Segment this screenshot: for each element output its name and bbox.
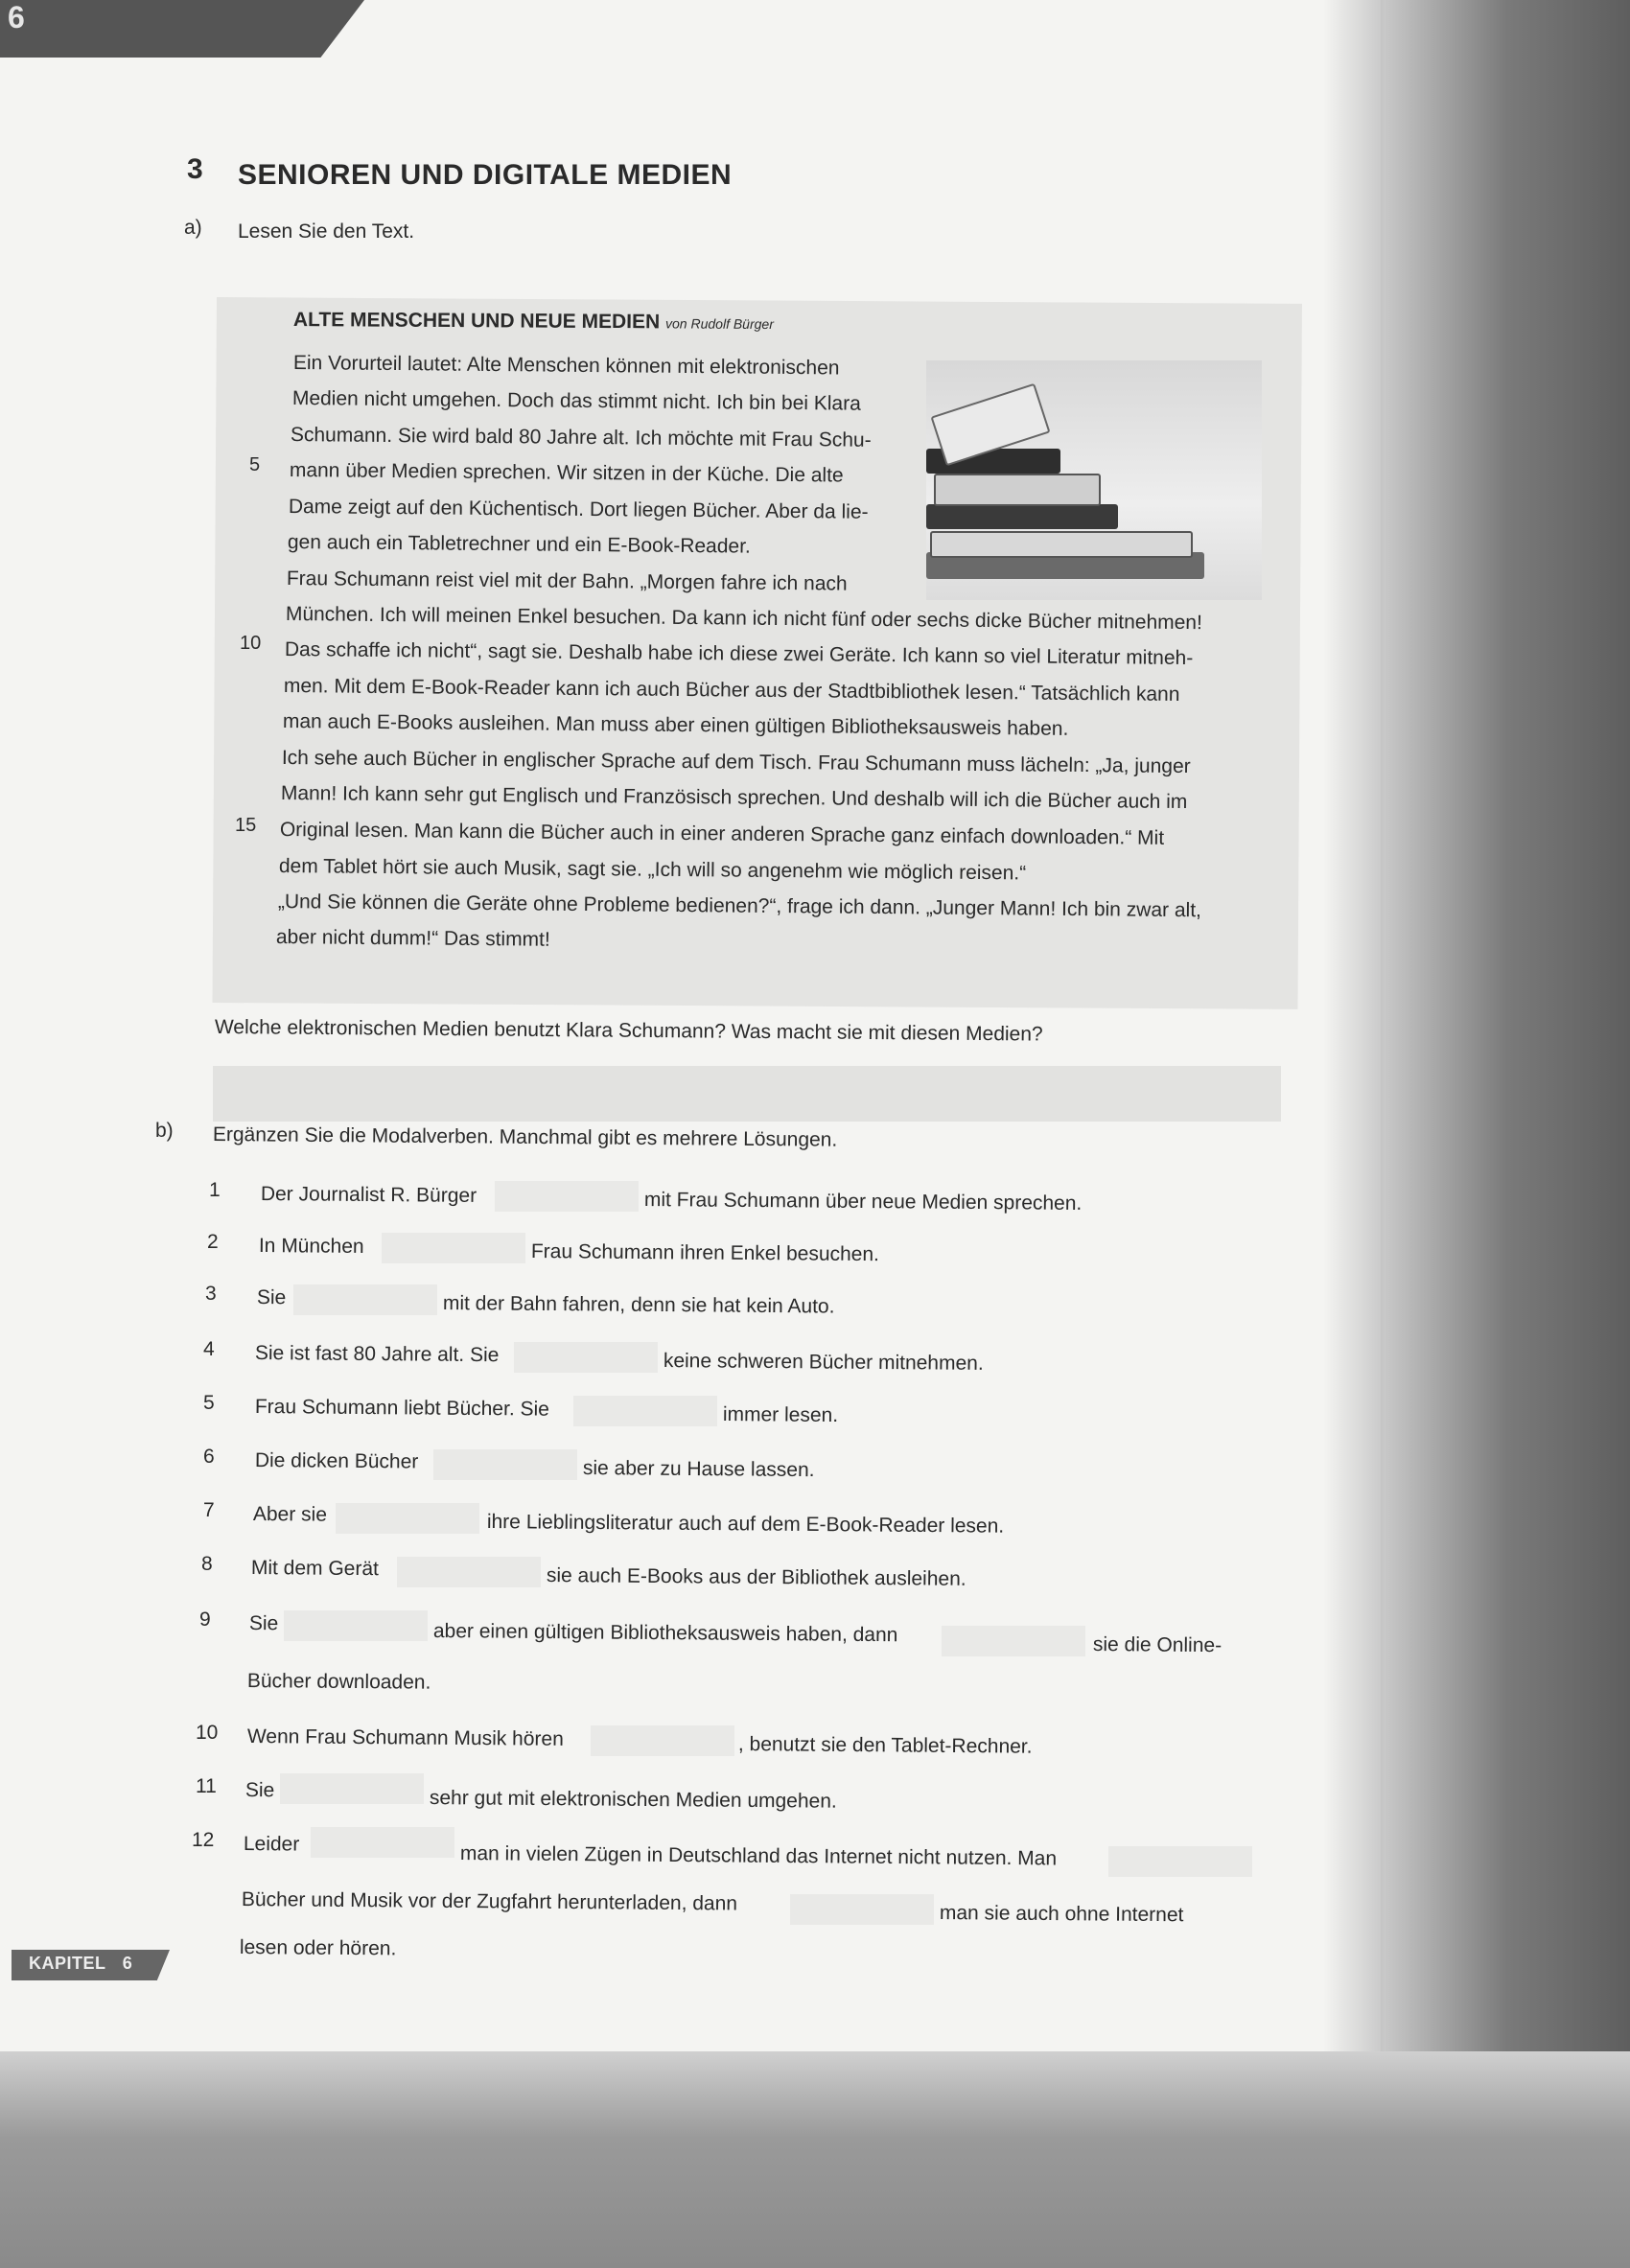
chapter-label-text: KAPITEL <box>29 1954 106 1973</box>
article-line: Original lesen. Man kann die Bücher auch in einer anderen Sprache ganz einfach downloaden.“ Mit <box>279 819 1165 849</box>
exercise-text: Bücher und Musik vor der Zugfahrt herunterladen, dann <box>241 1888 738 1915</box>
exercise-text: Aber sie <box>252 1503 328 1526</box>
article-line: man auch E-Books ausleihen. Man muss aber einen gültigen Bibliotheksausweis haben. <box>282 710 1069 740</box>
chapter-label <box>29 1954 132 1974</box>
fill-gap[interactable] <box>942 1626 1085 1656</box>
exercise-text: sie auch E-Books aus der Bibliothek ausleihen. <box>546 1564 966 1590</box>
article-line: Das schaffe ich nicht“, sagt sie. Deshalb habe ich diese zwei Geräte. Ich kann so viel Literatur mitneh- <box>284 638 1194 670</box>
exercise-text: Leider <box>243 1833 300 1856</box>
exercise-text: aber einen gültigen Bibliotheksausweis haben, dann <box>432 1620 898 1647</box>
fill-gap[interactable] <box>1108 1846 1252 1877</box>
task-b-letter: b) <box>155 1120 174 1142</box>
page-corner-tab <box>0 0 364 58</box>
fill-gap[interactable] <box>382 1233 525 1263</box>
article-line: gen auch ein Tabletrechner und ein E-Book-Reader. <box>287 531 751 558</box>
article-title <box>293 309 774 335</box>
article-line: Dame zeigt auf den Küchentisch. Dort liegen Bücher. Aber da lie- <box>288 496 869 523</box>
article-title-text: ALTE MENSCHEN UND NEUE MEDIEN <box>292 309 661 334</box>
exercise-text: Sie <box>244 1779 275 1802</box>
article-line: „Und Sie können die Geräte ohne Probleme bedienen?“, frage ich dann. „Junger Mann! Ich bin zwar alt, <box>277 891 1202 922</box>
exercise-number: 6 <box>203 1446 215 1468</box>
fill-gap[interactable] <box>280 1773 424 1804</box>
line-number: 15 <box>235 815 257 836</box>
exercise-number: 8 <box>201 1553 213 1575</box>
article-line: Medien nicht umgehen. Doch das stimmt nicht. Ich bin bei Klara <box>291 387 861 415</box>
exercise-text: immer lesen. <box>722 1403 839 1427</box>
exercise-text: man sie auch ohne Internet <box>939 1902 1184 1927</box>
exercise-number: 10 <box>196 1722 219 1744</box>
article-line: Schumann. Sie wird bald 80 Jahre alt. Ich möchte mit Frau Schu- <box>290 424 872 451</box>
exercise-number: 5 <box>203 1392 215 1414</box>
exercise-text: mit der Bahn fahren, denn sie hat kein Auto. <box>442 1292 835 1318</box>
fill-gap[interactable] <box>311 1827 454 1858</box>
task-b-instruction: Ergänzen Sie die Modalverben. Manchmal gibt es mehrere Lösungen. <box>212 1123 838 1151</box>
exercise-text: Wenn Frau Schumann Musik hören <box>246 1725 564 1750</box>
article-author: von Rudolf Bürger <box>665 315 774 333</box>
article-line: München. Ich will meinen Enkel besuchen. Da kann ich nicht fünf oder sechs dicke Bücher mitnehmen! <box>285 603 1202 635</box>
section-number: 3 <box>187 153 203 185</box>
fill-gap[interactable] <box>790 1894 934 1925</box>
books-photo <box>926 360 1262 600</box>
exercise-text: Sie <box>248 1612 279 1635</box>
scan-shadow-right <box>1323 0 1630 2268</box>
exercise-text: Der Journalist R. Bürger <box>260 1183 477 1207</box>
fill-gap[interactable] <box>433 1449 577 1480</box>
article-line: men. Mit dem E-Book-Reader kann ich auch Bücher aus der Stadtbibliothek lesen.“ Tatsächlich kann <box>283 675 1180 706</box>
article-line: Ich sehe auch Bücher in englischer Sprache auf dem Tisch. Frau Schumann muss lächeln: „Ja, junger <box>281 747 1191 778</box>
exercise-text: In München <box>258 1235 364 1258</box>
exercise-number: 2 <box>207 1231 219 1253</box>
article-line: Frau Schumann reist viel mit der Bahn. „Morgen fahre ich nach <box>286 567 848 595</box>
exercise-text: keine schweren Bücher mitnehmen. <box>663 1350 984 1375</box>
fill-gap[interactable] <box>495 1181 639 1212</box>
exercise-text: ihre Lieblingsliteratur auch auf dem E-Book-Reader lesen. <box>486 1511 1005 1538</box>
exercise-text: mit Frau Schumann über neue Medien sprechen. <box>643 1189 1083 1215</box>
chapter-number: 6 <box>122 1954 133 1973</box>
exercise-text: sie die Online- <box>1092 1633 1222 1657</box>
exercise-number: 4 <box>203 1338 215 1360</box>
exercise-number: 7 <box>203 1499 215 1521</box>
exercise-number: 9 <box>199 1608 211 1631</box>
exercise-number: 11 <box>196 1775 217 1797</box>
task-a-instruction: Lesen Sie den Text. <box>238 220 415 243</box>
exercise-number: 12 <box>192 1829 215 1851</box>
exercise-text: Mit dem Gerät <box>250 1557 380 1581</box>
exercise-text: Frau Schumann liebt Bücher. Sie <box>254 1396 550 1421</box>
fill-gap[interactable] <box>336 1503 479 1534</box>
photo-book <box>934 474 1101 506</box>
article-line: aber nicht dumm!“ Das stimmt! <box>275 926 550 951</box>
fill-gap[interactable] <box>397 1557 541 1587</box>
exercise-text: Sie ist fast 80 Jahre alt. Sie <box>254 1342 500 1367</box>
fill-gap[interactable] <box>591 1725 734 1756</box>
fill-gap[interactable] <box>514 1342 658 1373</box>
fill-gap[interactable] <box>284 1610 428 1641</box>
exercise-text: sehr gut mit elektronischen Medien umgehen. <box>429 1787 837 1813</box>
exercise-text: Sie <box>256 1286 287 1309</box>
section-title: SENIOREN UND DIGITALE MEDIEN <box>238 159 733 191</box>
exercise-text: lesen oder hören. <box>239 1936 397 1960</box>
article-line: mann über Medien sprechen. Wir sitzen in der Küche. Die alte <box>289 459 844 487</box>
comprehension-question: Welche elektronischen Medien benutzt Klara Schumann? Was macht sie mit diesen Medien? <box>214 1016 1043 1046</box>
line-number: 10 <box>240 633 262 654</box>
page-corner-number: 6 <box>8 0 25 35</box>
exercise-text: , benutzt sie den Tablet-Rechner. <box>737 1733 1033 1758</box>
exercise-number: 3 <box>205 1283 217 1305</box>
photo-ereader <box>926 504 1118 529</box>
article-line: Ein Vorurteil lautet: Alte Menschen können mit elektronischen <box>292 352 840 380</box>
exercise-text: sie aber zu Hause lassen. <box>582 1457 815 1482</box>
exercise-text: Frau Schumann ihren Enkel besuchen. <box>530 1240 880 1266</box>
photo-book <box>930 531 1193 558</box>
exercise-text: man in vielen Zügen in Deutschland das Internet nicht nutzen. Man <box>459 1842 1058 1870</box>
line-number: 5 <box>249 454 261 475</box>
exercise-text: Die dicken Bücher <box>254 1449 419 1473</box>
article-line: Mann! Ich kann sehr gut Englisch und Französisch sprechen. Und deshalb will ich die Bücher auch im <box>280 782 1188 814</box>
answer-field[interactable] <box>213 1066 1281 1122</box>
fill-gap[interactable] <box>573 1396 717 1426</box>
scan-shadow-bottom <box>0 2051 1630 2268</box>
article-line: dem Tablet hört sie auch Musik, sagt sie. „Ich will so angenehm wie möglich reisen.“ <box>278 855 1027 885</box>
fill-gap[interactable] <box>293 1284 437 1315</box>
task-a-letter: a) <box>184 217 202 239</box>
exercise-text: Bücher downloaden. <box>246 1670 431 1694</box>
exercise-number: 1 <box>209 1179 221 1201</box>
